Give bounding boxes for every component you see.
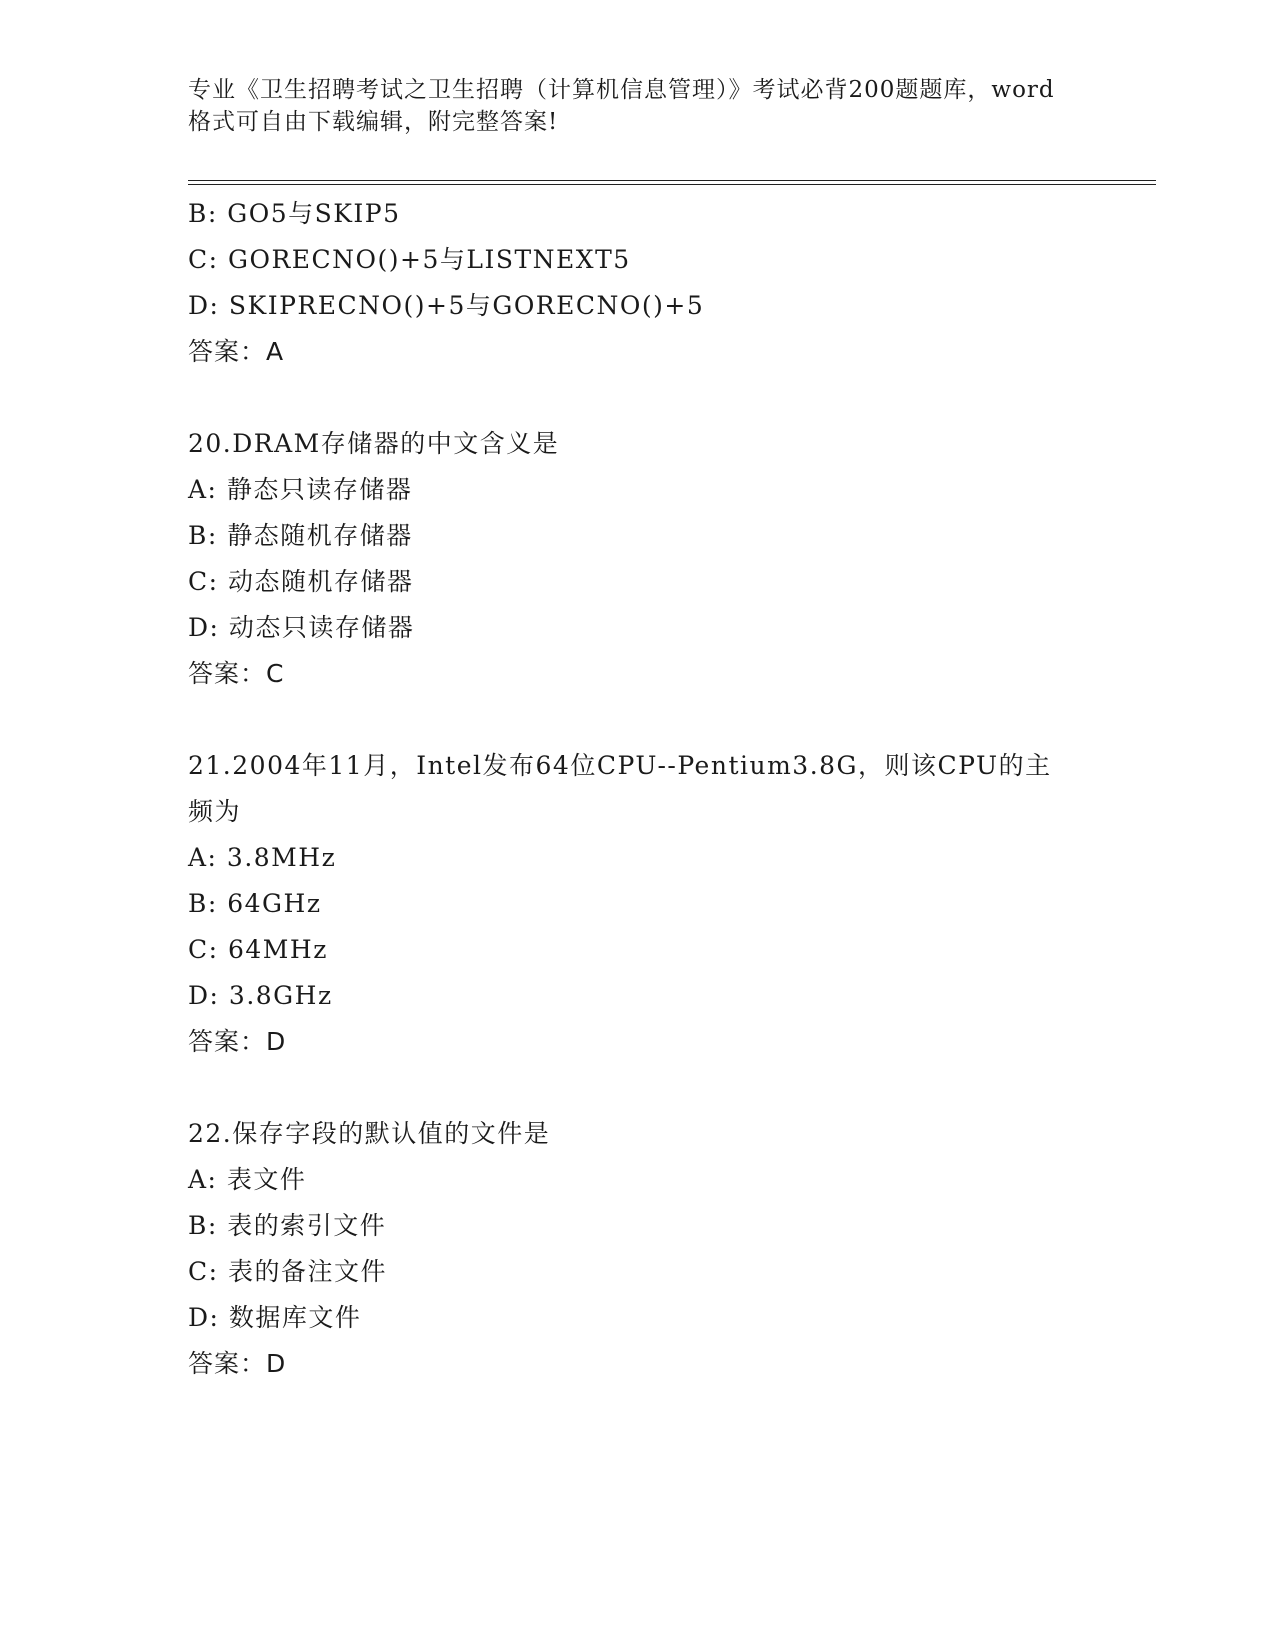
- option-c: C: 表的备注文件: [188, 1257, 387, 1286]
- option-b: B: GO5与SKIP5: [188, 199, 401, 228]
- question-19-partial: [188, 191, 1148, 375]
- question-stem: 20.DRAM存储器的中文含义是: [188, 429, 560, 458]
- answer: 答案：C: [188, 659, 285, 688]
- question-20: [188, 421, 1148, 697]
- answer: 答案：D: [188, 1349, 287, 1378]
- option-b: B: 64GHz: [188, 889, 322, 918]
- answer: 答案：A: [188, 337, 285, 366]
- spacer: [188, 375, 1148, 421]
- header-line-1: 专业《卫生招聘考试之卫生招聘（计算机信息管理）》考试必背200题题库，word: [188, 77, 1055, 103]
- question-stem-line-1: 21.2004年11月，Intel发布64位CPU--Pentium3.8G，则该CPU的主: [188, 751, 1052, 780]
- question-list: [188, 191, 1148, 1387]
- option-d: D: 动态只读存储器: [188, 613, 415, 642]
- question-stem-line-2: 频为: [188, 797, 242, 826]
- option-d: D: 3.8GHz: [188, 981, 333, 1010]
- document-header: [188, 74, 1108, 138]
- option-a: A: 3.8MHz: [188, 843, 337, 872]
- header-divider-top: [188, 180, 1156, 181]
- option-b: B: 静态随机存储器: [188, 521, 413, 550]
- option-d: D: 数据库文件: [188, 1303, 362, 1332]
- header-line-2: 格式可自由下载编辑，附完整答案!: [188, 109, 559, 135]
- option-d: D: SKIPRECNO()+5与GORECNO()+5: [188, 291, 705, 320]
- header-divider-bottom: [188, 184, 1156, 185]
- option-c: C: GORECNO()+5与LISTNEXT5: [188, 245, 631, 274]
- option-c: C: 64MHz: [188, 935, 328, 964]
- question-21: [188, 743, 1148, 1065]
- option-a: A: 静态只读存储器: [188, 475, 413, 504]
- option-b: B: 表的索引文件: [188, 1211, 387, 1240]
- answer: 答案：D: [188, 1027, 287, 1056]
- question-stem: 22.保存字段的默认值的文件是: [188, 1119, 551, 1148]
- option-c: C: 动态随机存储器: [188, 567, 414, 596]
- question-22: [188, 1111, 1148, 1387]
- spacer: [188, 697, 1148, 743]
- option-a: A: 表文件: [188, 1165, 307, 1194]
- spacer: [188, 1065, 1148, 1111]
